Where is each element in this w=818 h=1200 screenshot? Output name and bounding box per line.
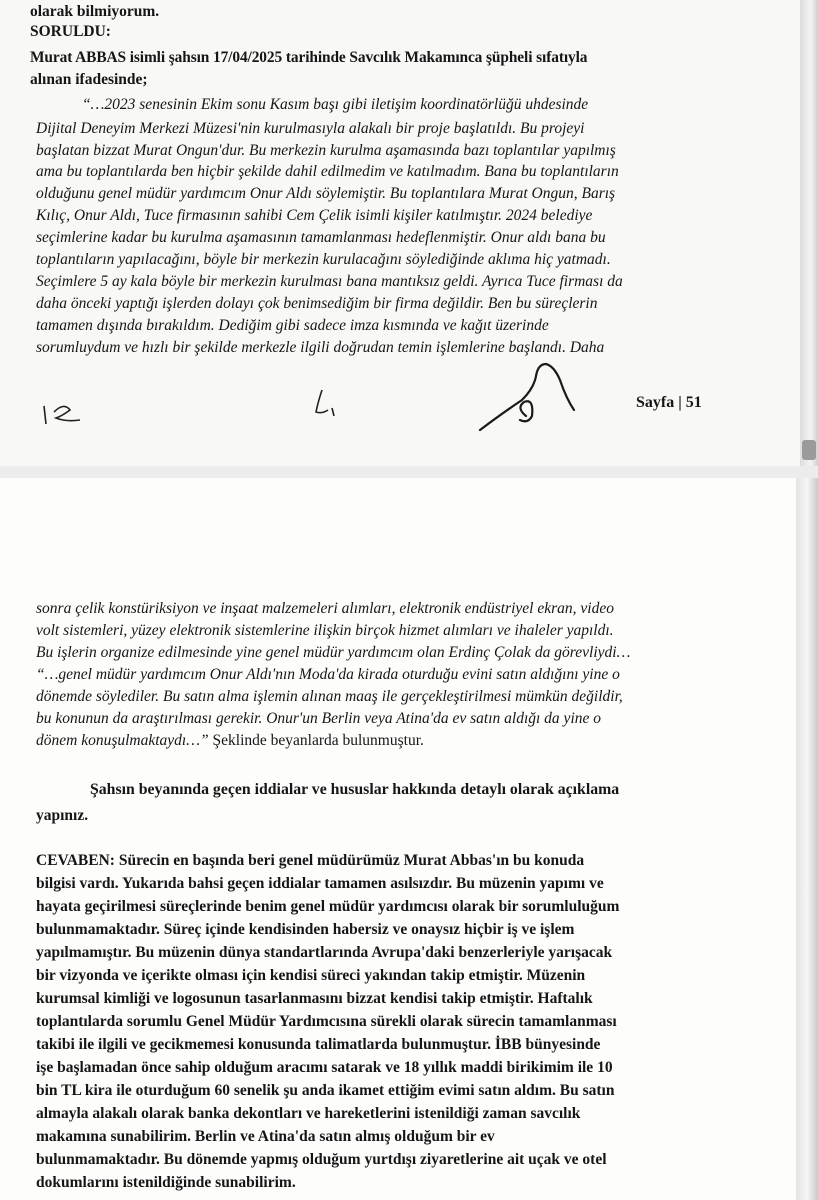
quote-line: seçimlerine kadar bu kurulma aşamasının tamamlanması hedeflenmiştir. Onur aldı bana bu xyxy=(36,229,606,246)
quote-line: sonra çelik konstüriksiyon ve inşaat malzemeleri alımları, elektronik endüstriyel ekran, video xyxy=(36,600,614,617)
quote-line: toplantıların yapılacağını, böyle bir merkezin kurulacağını söylediğinde aklıma hiç yatmadı. xyxy=(36,251,611,268)
question-line: Şahsın beyanında geçen iddialar ve hususlar hakkında detaylı olarak açıklama xyxy=(90,781,620,798)
answer-line: işe başlamadan önce sahip olduğum aracımı satarak ve 18 yıllık maddi birikimim ile 10 xyxy=(36,1059,613,1076)
quote-line: olduğunu genel müdür yardımcım Onur Aldı söylemiştir. Bu toplantılara Murat Ongun, Barış xyxy=(36,185,616,202)
answer-line: kurumsal kimliği ve logosunun tasarlanmasını bizzat kendisi takip etmiştir. Haftalık xyxy=(36,990,593,1007)
quote-end-line xyxy=(36,731,424,751)
answer-line: hayata geçirilmesi süreçlerinde benim genel müdür yardımcısı olarak bir sorumluluğum xyxy=(36,898,620,915)
document-page-top xyxy=(0,0,818,466)
answer-line: almayla alakalı olarak banka dekontları ve hareketlerini istenildiği zaman savcılık xyxy=(36,1105,581,1122)
quote-line: “…genel müdür yardımcım Onur Aldı'nın Moda'da kirada oturduğu evini satın aldığını yine o xyxy=(36,666,620,683)
question-line: alınan ifadesinde; xyxy=(30,71,148,88)
binder-edge xyxy=(800,0,818,466)
question-line: yapınız. xyxy=(36,807,89,824)
text-line: olarak bilmiyorum. xyxy=(30,3,160,20)
document-page-bottom xyxy=(0,478,818,1200)
question-line: Murat ABBAS isimli şahsın 17/04/2025 tarihinde Savcılık Makamınca şüpheli sıfatıyla xyxy=(30,49,588,66)
quote-line: dönemde söylediler. Bu satın alma işlemin alınan maaş ile gerçekleştirilmesi mümkün değildir, xyxy=(36,688,623,705)
quote-line: Dijital Deneyim Merkezi Müzesi'nin kurulmasıyla alakalı bir proje başlatıldı. Bu projeyi xyxy=(36,120,585,137)
answer-line: makamına sunabilirim. Berlin ve Atina'da satın almış olduğum bir ev xyxy=(36,1128,495,1145)
quote-line: tamamen dışında bırakıldım. Dediğim gibi sadece imza kısmında ve kağıt üzerinde xyxy=(36,317,549,334)
answer-line: bulunmamaktadır. Süreç içinde kendisinden habersiz ve onaysız hiçbir iş ve işlem xyxy=(36,921,575,938)
quote-line: volt sistemleri, yüzey elektronik sistemlerine ilişkin birçok hizmet alımları ve ihaleler yapıldı. xyxy=(36,622,614,639)
quote-line: “…2023 senesinin Ekim sonu Kasım başı gibi iletişim koordinatörlüğü uhdesinde xyxy=(82,96,589,113)
quote-line: bu konunun da araştırılması gerekir. Onur'un Berlin veya Atina'da ev satın aldığı da yine o xyxy=(36,710,602,727)
quote-line: Bu işlerin organize edilmesinde yine genel müdür yardımcım olan Erdinç Çolak da görevliydi… xyxy=(36,644,631,661)
answer-line: yapılmamıştır. Bu müzenin dünya standartlarında Avrupa'daki benzerleriyle yarışacak xyxy=(36,944,613,961)
handwritten-initials xyxy=(40,398,88,430)
answer-line: toplantılarda sorumlu Genel Müdür Yardımcısına sürekli olarak sürecin tamamlanması xyxy=(36,1013,617,1030)
answer-line: bin TL kira ile oturduğum 60 senelik şu anda ikamet ettiğim evimi satın aldım. Bu satın xyxy=(36,1082,615,1099)
answer-line: dokumlarını istenildiğinde sunabilirim. xyxy=(36,1174,296,1191)
statement-suffix: Şeklinde beyanlarda bulunmuştur. xyxy=(212,732,424,749)
signature-image xyxy=(474,358,584,436)
quote-line: Kılıç, Onur Aldı, Tuce firmasının sahibi Cem Çelik isimli kişiler katılmıştır. 2024 belediye xyxy=(36,207,593,224)
quote-line: sorumluydum ve hızlı bir şekilde merkezle ilgili doğrudan temin işlemlerine başlandı. Daha xyxy=(36,339,605,356)
page-number: Sayfa | 51 xyxy=(636,394,702,411)
answer-line: bulunmamaktadır. Bu dönemde yapmış olduğum yurtdışı ziyaretlerine ait uçak ve otel xyxy=(36,1151,607,1168)
answer-line: takibi ile ilgili ve gecikmemesi konusunda talimatlarda bulunmuştur. İBB bünyesinde xyxy=(36,1036,601,1053)
quote-line: ama bu toplantılarda ben hiçbir şekilde dahil edilmedim ve katılmadım. Bana bu toplantıların xyxy=(36,163,619,180)
quote-end: dönem konuşulmaktaydı…” xyxy=(36,732,209,749)
handwritten-initials xyxy=(302,386,342,422)
answer-line: bilgisi vardı. Yukarıda bahsi geçen iddialar tamamen asılsızdır. Bu müzenin yapımı ve xyxy=(36,875,604,892)
answer-line: bir vizyonda ve içerikte olması için kendisi süreci yakından takip etmiştir. Müzenin xyxy=(36,967,586,984)
binder-edge xyxy=(796,478,818,1200)
page-gap xyxy=(0,466,818,478)
quote-line: Seçimlere 5 ay kala böyle bir merkezin kurulması bana mantıksız geldi. Ayrıca Tuce firması da xyxy=(36,273,623,290)
quote-line: başlatan bizzat Murat Ongun'dur. Bu merkezin kurulma aşamasında bazı toplantılar yapılmış xyxy=(36,142,616,159)
answer-line: CEVABEN: Sürecin en başında beri genel müdürümüz Murat Abbas'ın bu konuda xyxy=(36,852,585,869)
quote-line: daha önceki yaptığı işlerden dolayı çok benimsediğim bir firma değildir. Ben bu süreçlerin xyxy=(36,295,598,312)
section-heading: SORULDU: xyxy=(30,23,111,40)
